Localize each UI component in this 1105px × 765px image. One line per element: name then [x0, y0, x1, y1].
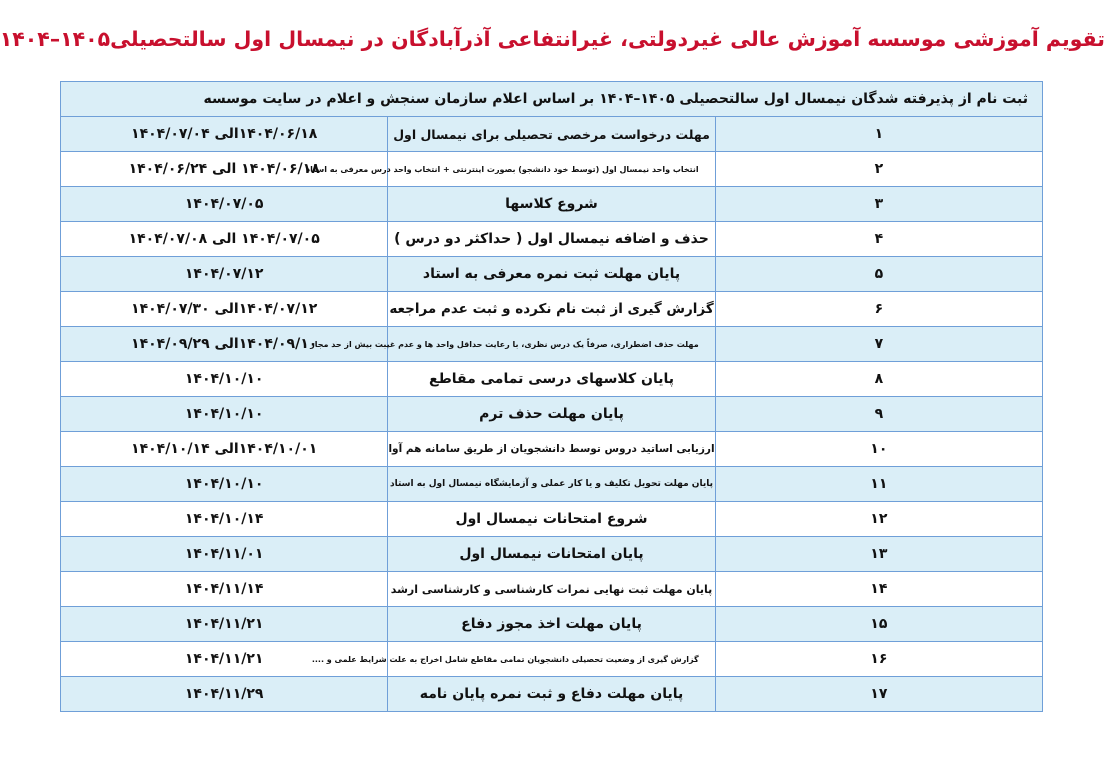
row-number: ۴ [715, 222, 1042, 257]
row-number: ۵ [715, 257, 1042, 292]
table-row [61, 362, 1043, 397]
table-row [61, 467, 1043, 502]
row-description: پایان مهلت ثبت نهایی نمرات کارشناسی و کارشناسی ارشد [388, 572, 715, 607]
row-number: ۱۶ [715, 642, 1042, 677]
table-row [61, 572, 1043, 607]
table-header-row [61, 82, 1043, 117]
row-date: ۱۴۰۴/۰۷/۰۵ الی ۱۴۰۴/۰۷/۰۸ [61, 222, 388, 257]
row-date: ۱۴۰۴/۱۰/۱۴ [61, 502, 388, 537]
table-row [61, 677, 1043, 712]
table-row [61, 537, 1043, 572]
row-date: ۱۴۰۴/۱۰/۱۰ [61, 397, 388, 432]
table-row [61, 117, 1043, 152]
calendar-table [60, 81, 1043, 712]
row-description: پایان مهلت ثبت نمره معرفی به استاد [388, 257, 715, 292]
row-description: گزارش گیری از ثبت نام نکرده و ثبت عدم مراجعه [388, 292, 715, 327]
table-row [61, 397, 1043, 432]
row-description: شروع امتحانات نیمسال اول [388, 502, 715, 537]
row-description: پایان مهلت دفاع و ثبت نمره پایان نامه [388, 677, 715, 712]
row-date: ۱۴۰۴/۰۶/۱۸الی ۱۴۰۴/۰۷/۰۴ [61, 117, 388, 152]
table-row [61, 607, 1043, 642]
row-number: ۱۷ [715, 677, 1042, 712]
row-date: ۱۴۰۴/۱۱/۲۹ [61, 677, 388, 712]
row-description: انتخاب واحد نیمسال اول (توسط خود دانشجو) بصورت اینترنتی + انتخاب واحد درس معرفی به استاد [388, 152, 715, 187]
row-number: ۹ [715, 397, 1042, 432]
table-row [61, 187, 1043, 222]
row-date: ۱۴۰۴/۰۹/۱۰الی ۱۴۰۴/۰۹/۲۹ [61, 327, 388, 362]
table-row [61, 642, 1043, 677]
row-date: ۱۴۰۴/۱۱/۱۴ [61, 572, 388, 607]
table-row [61, 432, 1043, 467]
header-cell: ثبت نام از پذیرفته شدگان نیمسال اول سالتحصیلی ۱۴۰۵–۱۴۰۴ بر اساس اعلام سازمان سنجش و اعلام در سایت موسسه [61, 82, 1043, 117]
row-description: مهلت حذف اضطراری، صرفاً یک درس نظری، با رعایت حداقل واحد ها و عدم غیبت بیش از حد مجاز [388, 327, 715, 362]
row-description: ارزیابی اساتید دروس توسط دانشجویان از طریق سامانه هم آوا [388, 432, 715, 467]
row-date: ۱۴۰۴/۱۰/۱۰ [61, 467, 388, 502]
row-description: پایان امتحانات نیمسال اول [388, 537, 715, 572]
row-date: ۱۴۰۴/۱۱/۰۱ [61, 537, 388, 572]
table-row [61, 292, 1043, 327]
row-number: ۳ [715, 187, 1042, 222]
table-row [61, 502, 1043, 537]
row-description: پایان مهلت تحویل تکلیف و یا کار عملی و آزمایشگاه نیمسال اول به استاد [388, 467, 715, 502]
row-number: ۱ [715, 117, 1042, 152]
table-row [61, 257, 1043, 292]
row-date: ۱۴۰۴/۱۱/۲۱ [61, 607, 388, 642]
row-date: ۱۴۰۴/۱۰/۱۰ [61, 362, 388, 397]
row-number: ۸ [715, 362, 1042, 397]
row-date: ۱۴۰۴/۱۱/۲۱ [61, 642, 388, 677]
table-row [61, 152, 1043, 187]
row-number: ۲ [715, 152, 1042, 187]
row-number: ۱۵ [715, 607, 1042, 642]
row-date: ۱۴۰۴/۰۶/۱۸ الی ۱۴۰۴/۰۶/۲۴ [61, 152, 388, 187]
row-date: ۱۴۰۴/۰۷/۱۲ [61, 257, 388, 292]
row-number: ۱۴ [715, 572, 1042, 607]
page-title: تقویم آموزشی موسسه آموزش عالی غیردولتی، غیرانتفاعی آذرآبادگان در نیمسال اول سالتحصیلی۱۴۰۵–۱۴۰۴ [0, 27, 1105, 51]
row-number: ۷ [715, 327, 1042, 362]
row-description: پایان مهلت حذف ترم [388, 397, 715, 432]
row-description: شروع کلاسها [388, 187, 715, 222]
row-description: پایان کلاسهای درسی تمامی مقاطع [388, 362, 715, 397]
row-description: گزارش گیری از وضعیت تحصیلی دانشجویان تمامی مقاطع شامل اخراج به علت شرایط علمی و .... [388, 642, 715, 677]
row-number: ۱۲ [715, 502, 1042, 537]
row-description: پایان مهلت اخذ مجوز دفاع [388, 607, 715, 642]
row-number: ۱۱ [715, 467, 1042, 502]
row-date: ۱۴۰۴/۱۰/۰۱الی ۱۴۰۴/۱۰/۱۴ [61, 432, 388, 467]
row-date: ۱۴۰۴/۰۷/۰۵ [61, 187, 388, 222]
row-number: ۱۰ [715, 432, 1042, 467]
row-number: ۶ [715, 292, 1042, 327]
table-row [61, 327, 1043, 362]
row-number: ۱۳ [715, 537, 1042, 572]
table-row [61, 222, 1043, 257]
row-description: مهلت درخواست مرخصی تحصیلی برای نیمسال اول [388, 117, 715, 152]
row-description: حذف و اضافه نیمسال اول ( حداکثر دو درس ) [388, 222, 715, 257]
row-date: ۱۴۰۴/۰۷/۱۲الی ۱۴۰۴/۰۷/۳۰ [61, 292, 388, 327]
